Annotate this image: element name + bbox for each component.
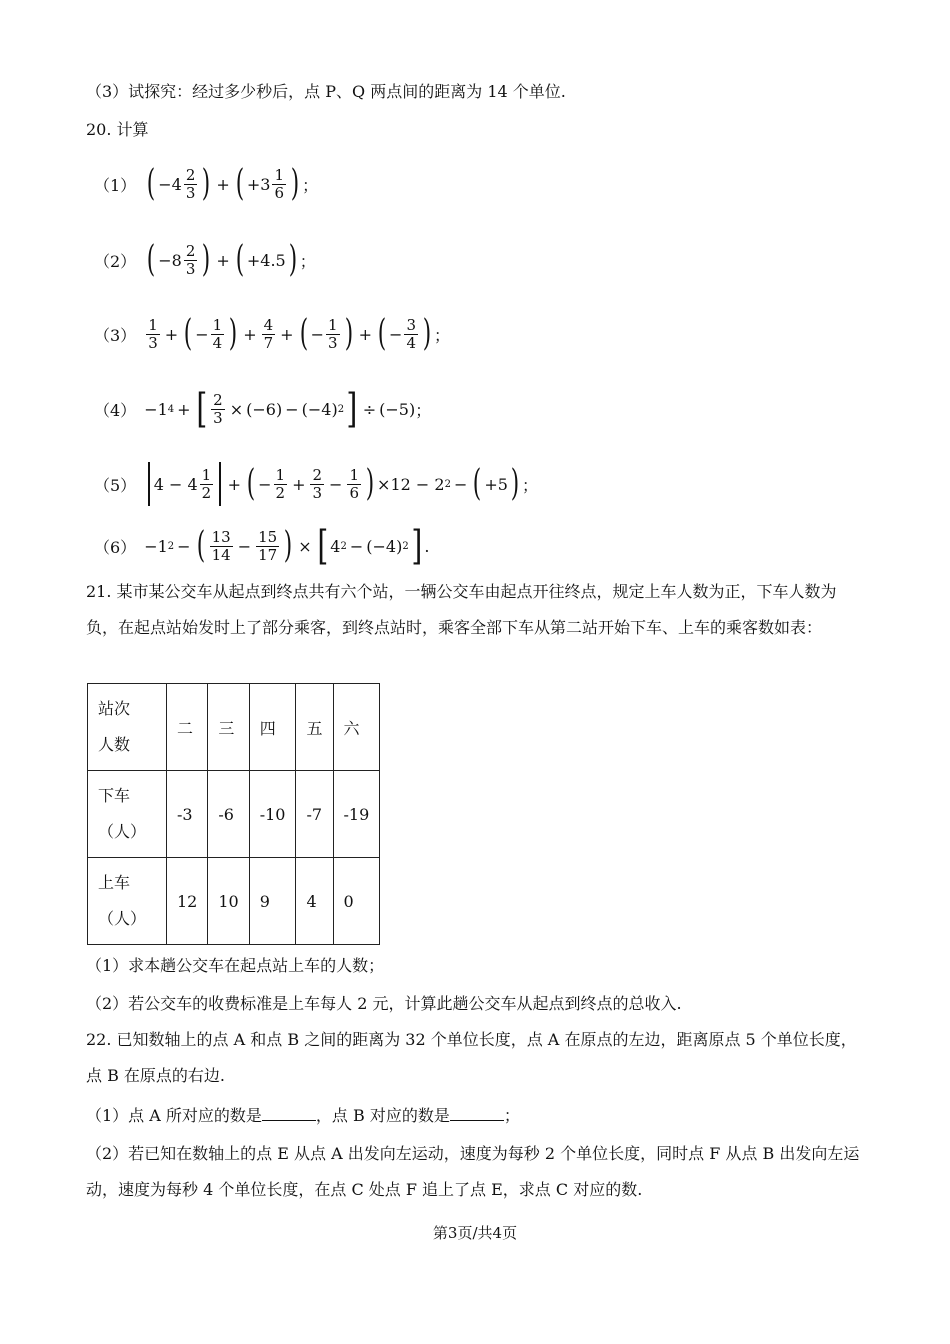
table-header-cell: 下车 （人） [88,771,167,858]
value-cell: 12 [167,858,208,945]
station-cell: 五 [296,684,333,771]
value-cell: 0 [333,858,380,945]
value-cell: -7 [296,771,333,858]
value-cell: 4 [296,858,333,945]
q22-sub1: （1）点 A 所对应的数是 ，点 B 对应的数是 ； [86,1106,520,1125]
station-cell: 四 [249,684,296,771]
q21-text: 21. 某市某公交车从起点到终点共有六个站，一辆公交车由起点开往终点，规定上车人数为正，下车人数为负，在起点站始发时上了部分乘客，到终点站时，乘客全部下车从第二站开始下车、上车的乘客数如表： [86,582,837,637]
table-header-cell: 站次 人数 [88,684,167,771]
fraction: $\frac{1}{3}$ [328,315,338,352]
q20-item-4: （4） −1 4 + [ $\frac{2}{3}$ × ( −6 ) − ( −4 ) 2 ] ÷ ( −5 ) ； [94,386,432,432]
answer-blank[interactable] [450,1104,504,1121]
q20-item-6: （6） −1 2 − ( $\frac{13}{14}$ − $\frac{15}{17}$ ) × [ 4 2 − ( −4 ) 2 ] . [94,523,430,569]
value-cell: -10 [249,771,296,858]
fraction: $\frac{1}{3}$ [148,315,158,352]
q20-item-5: （5） 4 − 4 $\frac{1}{2}$ + ( − $\frac{1}{2}$ + $\frac{2}{3}$ − $\frac{1}{6}$ ) ×12 − 2 2 − ( +5 ) ； [94,463,539,504]
fraction: $\frac{1}{2}$ [275,465,286,502]
fraction: $\frac{3}{4}$ [406,315,416,352]
item-label: （3） [94,325,137,345]
q22-text: 22. 已知数轴上的点 A 和点 B 之间的距离为 32 个单位长度，点 A 在原点的左边，距离原点 5 个单位长度，点 B 在原点的右边. [86,1030,857,1085]
item-label: （1） [94,175,137,195]
abs-bar [219,462,221,506]
value-cell: 9 [249,858,296,945]
fraction: $\frac{2}{3}$ [185,241,196,278]
page-footer: 第3页/共4页 [432,1224,518,1242]
value-cell: 10 [208,858,249,945]
q22-sub2: （2）若已知在数轴上的点 E 从点 A 出发向左运动，速度为每秒 2 个单位长度，同时点 F 从点 B 出发向左运动，速度为每秒 4 个单位长度，在点 C 处点 F 追上了点 E，求点 C 对应的数. [86,1144,860,1199]
fraction: $\frac{15}{17}$ [258,527,278,564]
q21-sub1: （1）求本趟公交车在起点站上车的人数； [86,956,385,975]
fraction: $\frac{1}{2}$ [201,465,212,502]
station-cell: 六 [333,684,380,771]
q20-item-2: （2） ( −8 $\frac{2}{3}$ ) + ( +4.5 ) ； [94,239,316,280]
station-cell: 三 [208,684,249,771]
value-cell: -3 [167,771,208,858]
term: +4.5 [246,250,286,270]
fraction: $\frac{13}{14}$ [211,527,231,564]
table-header-cell: 上车 （人） [88,858,167,945]
term: +3 [246,174,271,194]
item-label: （2） [94,251,137,271]
fraction: $\frac{1}{4}$ [212,315,223,352]
q20-title: 20. 计算 [86,120,149,139]
term: −1 [144,399,168,419]
term: −4 [158,174,182,194]
fraction: $\frac{2}{3}$ [185,165,196,202]
abs-bar [148,462,150,506]
table-row [88,684,380,771]
value-cell: -6 [208,771,249,858]
fraction: $\frac{1}{6}$ [274,165,285,202]
fraction: $\frac{2}{3}$ [312,465,323,502]
item-label: （6） [94,537,137,557]
q20-item-3: （3） $\frac{1}{3}$ + ( − $\frac{1}{4}$ ) + $\frac{4}{7}$ + ( − $\frac{1}{3}$ ) + ( − $\frac{3}{4}$ ) ； [94,313,451,354]
answer-blank[interactable] [262,1104,316,1121]
bus-table [87,683,380,945]
table-row [88,858,380,945]
item-label: （4） [94,400,137,420]
item-label: （5） [94,475,137,495]
q20-item-1: （1） ( −4 $\frac{2}{3}$ ) + ( +3 $\frac{1}{6}$ ) ； [94,163,319,204]
fraction: $\frac{1}{6}$ [349,465,359,502]
q19-part3: （3）试探究：经过多少秒后，点 P、Q 两点间的距离为 14 个单位. [86,82,566,101]
fraction: $\frac{4}{7}$ [263,315,274,352]
fraction: $\frac{2}{3}$ [213,390,223,427]
station-cell: 二 [167,684,208,771]
value-cell: -19 [333,771,380,858]
q21-sub2: （2）若公交车的收费标准是上车每人 2 元，计算此趟公交车从起点到终点的总收入. [86,994,682,1013]
term: −8 [158,250,182,270]
table-row [88,771,380,858]
